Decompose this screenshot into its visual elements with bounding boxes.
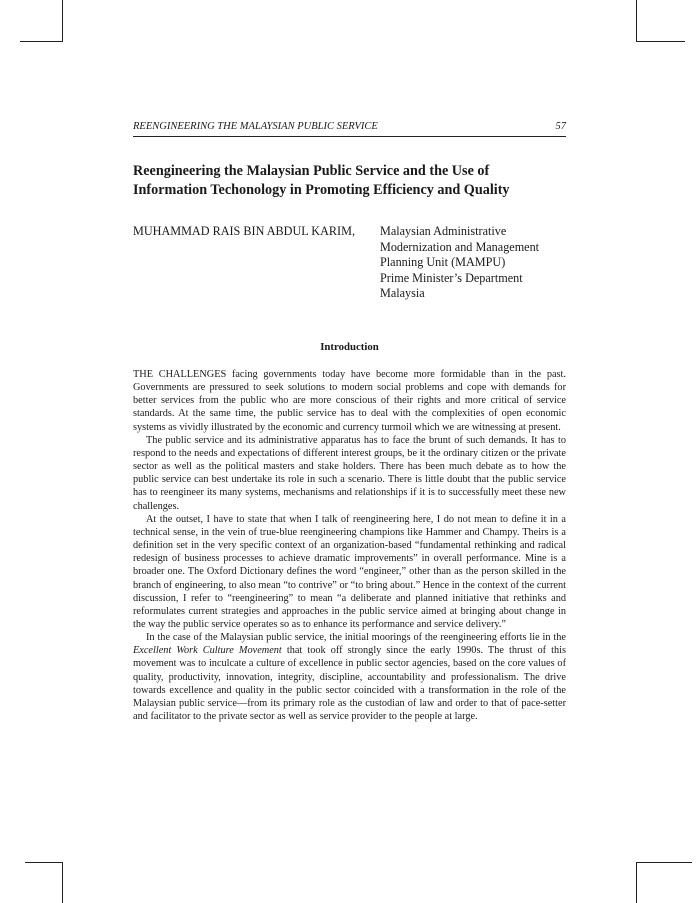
paragraph-4-emphasis: Excellent Work Culture Movement xyxy=(133,645,282,657)
affiliation-line: Malaysia xyxy=(380,286,425,300)
author-affiliation xyxy=(380,224,539,302)
author-name: MUHAMMAD RAIS BIN ABDUL KARIM, xyxy=(133,224,355,238)
crop-mark-bottom-right-vertical xyxy=(636,862,637,903)
affiliation-line: Planning Unit (MAMPU) xyxy=(380,255,506,269)
crop-mark-bottom-left-vertical xyxy=(62,862,63,903)
paragraph-4 xyxy=(133,631,566,723)
running-head-title: REENGINEERING THE MALAYSIAN PUBLIC SERVICE xyxy=(133,121,378,132)
article-title-line-2: Information Techonology in Promoting Efficiency and Quality xyxy=(133,182,510,198)
article-title-line-1: Reengineering the Malaysian Public Service and the Use of xyxy=(133,163,490,179)
crop-mark-bottom-right-horizontal xyxy=(637,862,692,863)
page-number: 57 xyxy=(555,121,566,132)
paragraph-2: The public service and its administrative apparatus has to face the brunt of such demands. It has to respond to the needs and expectations of different interest groups, be it the ordinary citizen or the private sector as well as the political masters and stake holders. There has been much debate as to how the public service can best undertake its role in such a scenario. There is little doubt that the public service has to reengineer its many systems, mechanisms and relationships if it is to successfully meet these new challenges. xyxy=(133,434,566,512)
paragraph-4-text-start: In the case of the Malaysian public service, the initial moorings of the reengineering efforts lie in the xyxy=(146,632,566,644)
crop-mark-top-left-horizontal xyxy=(20,41,62,42)
affiliation-line: Malaysian Administrative xyxy=(380,224,507,238)
crop-mark-bottom-left-horizontal xyxy=(25,862,63,863)
paragraph-3: At the outset, I have to state that when I talk of reengineering here, I do not mean to define it in a technical sense, in the vein of true-blue reengineering champions like Hammer and Champy. Theirs is a definition set in the very specific context of an organization-based “fundamental rethinking and radical redesign of business processes to achieve dramatic improvements” in overall performance. Mine is a broader one. The Oxford Dictionary defines the word “engineer,” other than as the person skilled in the branch of engineering, to also mean “to contrive” or “to bring about.” Hence in the context of the current discussion, I refer to “reengineering” to mean “a deliberate and planned initiative that rethinks and reformulates current strategies and approaches in the public service aimed at bringing about change in the way the public service operates so as to enhance its performance and service delivery.” xyxy=(133,513,566,630)
affiliation-line: Prime Minister’s Department xyxy=(380,270,523,285)
running-head xyxy=(133,120,566,137)
crop-mark-top-left-vertical xyxy=(62,0,63,42)
crop-mark-top-right-vertical xyxy=(636,0,637,42)
crop-mark-top-right-horizontal xyxy=(637,41,685,42)
article-title xyxy=(133,162,573,200)
section-heading-introduction: Introduction xyxy=(320,341,379,353)
paragraph-4-text-end: that took off strongly since the early 1990s. The thrust of this movement was to inculcate a culture of excellence in public sector agencies, based on the core values of quality, productivity, innovation, integrity, discipline, accountability and professionalism. The drive towards excellence and quality in the public sector coincided with a transformation in the role of the Malaysian public service—from its primary role as the custodian of law and order to that of pace-setter and facilitator to the private sector as well as service provider to the people at large. xyxy=(133,645,566,723)
paragraph-1: THE CHALLENGES facing governments today have become more formidable than in the past. Governments are pressured to seek solutions to modern social problems and cope with demands for better services from the public who are more conscious of their rights and more critical of service standards. At the same time, the public service has to deal with the complexities of open economic systems as vividly illustrated by the economic and currency turmoil which we are witnessing at present. xyxy=(133,369,566,433)
body-text xyxy=(133,368,566,723)
affiliation-line: Modernization and Management xyxy=(380,239,540,254)
